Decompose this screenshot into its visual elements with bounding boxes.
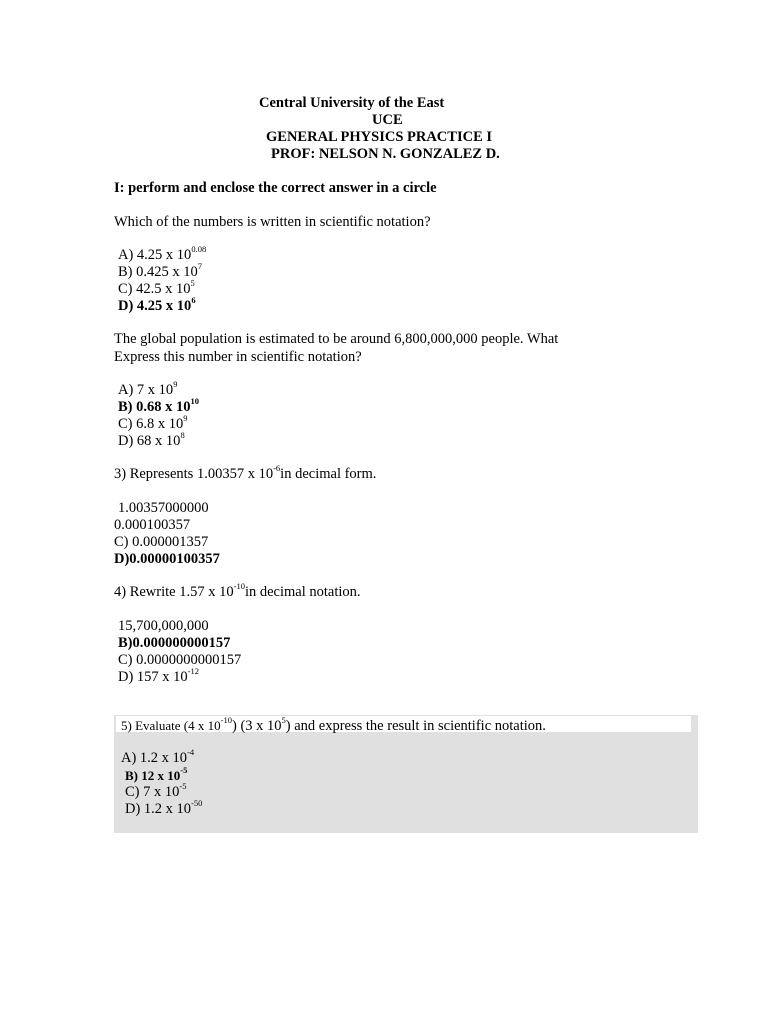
q1-question: Which of the numbers is written in scientific notation?: [114, 214, 431, 230]
q4-option-c: C) 0.0000000000157: [118, 652, 242, 668]
q5-option-b: B) 12 x $10^{-5}$: [125, 765, 188, 783]
instruction: I: perform and enclose the correct answer in a circle: [114, 180, 437, 196]
professor-name: PROF: NELSON N. GONZALEZ D.: [271, 146, 500, 162]
q3-question: 3) Represents 1.00357 x $10^{-6}in$ decimal form.: [114, 463, 377, 482]
q5-option-c: C) 7 x $10^{-5}$: [125, 781, 187, 800]
q2-question-line1: The global population is estimated to be around 6,800,000,000 people. What: [114, 331, 559, 347]
q5-option-d: D) 1.2 x $10^{-50}$: [125, 798, 203, 817]
course-title: GENERAL PHYSICS PRACTICE I: [266, 129, 493, 145]
q1-option-a: A) 4.25 x $10^{0.08}$: [118, 244, 207, 263]
q1-option-b: B) 0.425 x $10^7$: [118, 261, 202, 280]
q4-question: 4) Rewrite 1.57 x $10^{-10}in$ decimal notation.: [114, 581, 361, 600]
q2-option-d: D) 68 x $10^8$: [118, 430, 185, 449]
q4-option-d: D) 157 x $10^{-12}$: [118, 666, 200, 685]
q3-option-c: C) 0.000001357: [114, 534, 209, 550]
q2-option-b: B) 0.68 x $10^{10}$: [118, 396, 199, 415]
q5-question: 5) Evaluate (4 x $10^{-10}$) (3 x $10^5$) and express the result in scientific notation.: [121, 715, 546, 734]
q2-question-line2: Express this number in scientific notation?: [114, 349, 362, 365]
q4-option-b: B)0.000000000157: [118, 635, 231, 651]
q1-option-d: D) 4.25 x $10^6$: [118, 295, 196, 314]
q2-option-a: A) 7 x $10^9$: [118, 379, 178, 398]
university-name: Central University of the East: [259, 95, 445, 111]
q3-option-b: 0.000100357: [114, 517, 191, 533]
university-acronym: UCE: [372, 112, 403, 128]
q3-option-a: 1.00357000000: [118, 500, 209, 516]
q1-option-c: C) 42.5 x $10^5$: [118, 278, 195, 297]
q2-option-c: C) 6.8 x $10^9$: [118, 413, 188, 432]
q4-option-a: 15,700,000,000: [118, 618, 209, 634]
q5-option-a: A) 1.2 x $10^{-4}$: [121, 747, 195, 766]
q3-option-d: D)0.00000100357: [114, 551, 220, 567]
